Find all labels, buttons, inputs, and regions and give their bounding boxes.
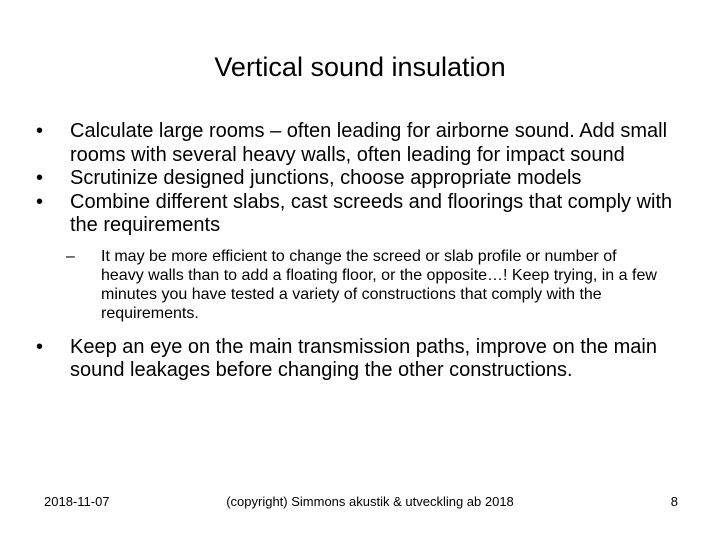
bullet-item bbox=[36, 167, 696, 191]
bullet-text: Calculate large rooms – often leading for airborne sound. Add small rooms with several heavy walls, often leading for impact sound bbox=[70, 120, 668, 166]
bullet-text: Scrutinize designed junctions, choose appropriate models bbox=[70, 167, 582, 189]
bullet-item bbox=[36, 336, 696, 383]
sub-bullet-marker: – bbox=[66, 247, 75, 265]
sub-bullet-text: It may be more efficient to change the screed or slab profile or number of heavy walls than to add a floating floor, or the opposite…! Keep trying, in a few minutes you have tested a variety of constructions that comply with the requirements. bbox=[101, 247, 657, 322]
bullet-marker: • bbox=[36, 120, 44, 142]
footer-copyright: (copyright) Simmons akustik & utveckling ab 2018 bbox=[226, 494, 514, 509]
footer-date: 2018-11-07 bbox=[44, 494, 110, 509]
bullet-marker: • bbox=[36, 335, 44, 358]
sub-bullet-item bbox=[66, 247, 661, 323]
bullet-item bbox=[36, 191, 696, 238]
bullet-text: Combine different slabs, cast screeds and floorings that comply with the requirements bbox=[70, 190, 673, 236]
bullet-text: Keep an eye on the main transmission paths, improve on the main sound leakages before changing the other constructions. bbox=[70, 335, 657, 381]
bullet-item bbox=[36, 120, 696, 167]
slide-title: Vertical sound insulation bbox=[214, 52, 506, 82]
bullet-marker: • bbox=[36, 190, 44, 213]
footer-page-number: 8 bbox=[670, 494, 678, 509]
bullet-marker: • bbox=[36, 167, 44, 189]
slide-content bbox=[36, 120, 696, 383]
